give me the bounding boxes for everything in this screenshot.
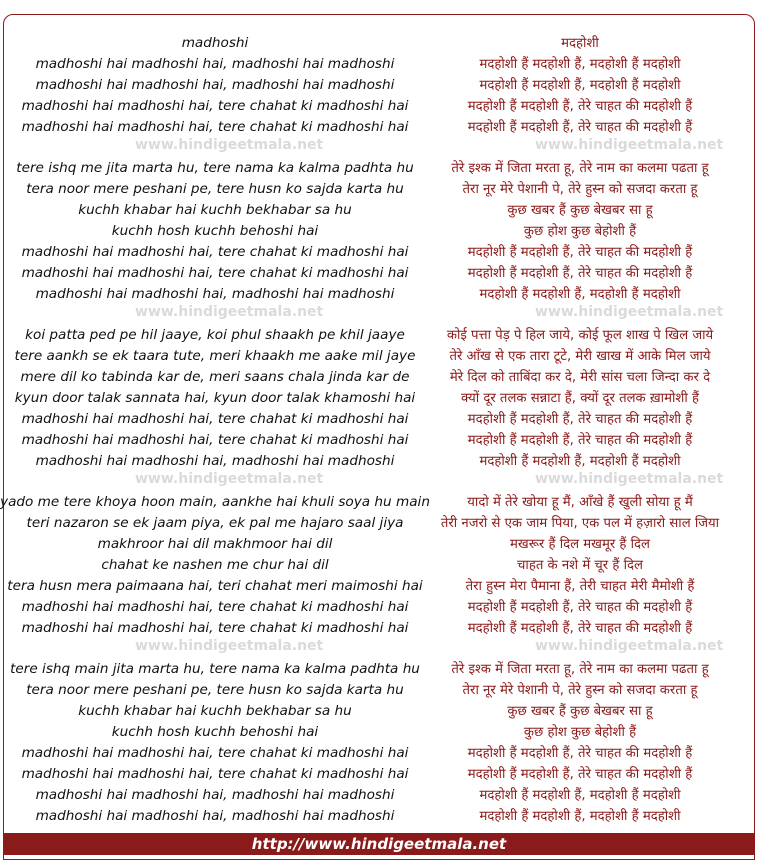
lyric-line-romanized: madhoshi hai madhoshi hai, tere chahat ki madhoshi hai	[21, 244, 409, 260]
stanza-gap	[0, 305, 430, 325]
lyric-line-romanized: tere aankh se ek taara tute, meri khaakh me aake mil jaye	[14, 348, 416, 364]
lyric-line-devanagari: मदहोशी हैं मदहोशी हैं, मदहोशी हैं मदहोशी	[479, 78, 681, 93]
stanza-gap	[400, 472, 760, 492]
lyric-line-romanized: madhoshi hai madhoshi hai, madhoshi hai madhoshi	[35, 808, 395, 824]
lyric-line-devanagari: मदहोशी हैं मदहोशी हैं, मदहोशी हैं मदहोशी	[479, 788, 681, 803]
lyric-line-romanized: madhoshi hai madhoshi hai, tere chahat ki madhoshi hai	[21, 119, 409, 135]
lyric-line-devanagari: मदहोशी हैं मदहोशी हैं, तेरे चाहत की मदहोशी हैं	[467, 412, 693, 427]
lyric-line-devanagari: मदहोशी हैं मदहोशी हैं, तेरे चाहत की मदहोशी हैं	[467, 99, 693, 114]
lyric-line-devanagari: मदहोशी हैं मदहोशी हैं, तेरे चाहत की मदहोशी हैं	[467, 245, 693, 260]
footer-site-link[interactable]: http://www.hindigeetmala.net	[251, 835, 507, 853]
lyric-line-romanized: kuchh khabar hai kuchh bekhabar sa hu	[78, 703, 352, 719]
lyric-line-romanized: tera noor mere peshani pe, tere husn ko sajda karta hu	[26, 682, 404, 698]
lyric-line-devanagari: मखरूर हैं दिल मखमूर हैं दिल	[510, 537, 650, 552]
lyric-line-romanized: teri nazaron se ek jaam piya, ek pal me hajaro saal jiya	[26, 515, 404, 531]
lyric-line-romanized: madhoshi hai madhoshi hai, madhoshi hai madhoshi	[35, 787, 395, 803]
watermark-text: www.hindigeetmala.net	[535, 137, 724, 153]
lyric-line-romanized: kuchh hosh kuchh behoshi hai	[111, 223, 319, 239]
watermark-text: www.hindigeetmala.net	[135, 471, 324, 487]
lyric-line-romanized: madhoshi hai madhoshi hai, madhoshi hai madhoshi	[35, 56, 395, 72]
lyric-line-romanized: tera noor mere peshani pe, tere husn ko sajda karta hu	[26, 181, 404, 197]
lyric-line-devanagari: तेरी नजरो से एक जाम पिया, एक पल में हज़ारो साल जिया	[440, 516, 720, 531]
footer-bar	[3, 833, 755, 855]
lyric-line-devanagari: मदहोशी हैं मदहोशी हैं, तेरे चाहत की मदहोशी हैं	[467, 746, 693, 761]
stanza-gap	[0, 472, 430, 492]
watermark-text: www.hindigeetmala.net	[135, 638, 324, 654]
lyric-line-devanagari: मदहोशी हैं मदहोशी हैं, तेरे चाहत की मदहोशी हैं	[467, 433, 693, 448]
lyric-line-devanagari: मदहोशी हैं मदहोशी हैं, तेरे चाहत की मदहोशी हैं	[467, 266, 693, 281]
watermark-text: www.hindigeetmala.net	[535, 304, 724, 320]
lyric-line-romanized: tere ishq main jita marta hu, tere nama ka kalma padhta hu	[10, 661, 420, 677]
devanagari-lyrics-column	[400, 33, 760, 827]
lyric-line-romanized: makhroor hai dil makhmoor hai dil	[97, 536, 333, 552]
stanza-gap	[400, 639, 760, 659]
lyric-line-devanagari: मदहोशी हैं मदहोशी हैं, मदहोशी हैं मदहोशी	[479, 287, 681, 302]
lyric-line-romanized: kuchh hosh kuchh behoshi hai	[111, 724, 319, 740]
lyric-line-devanagari: मदहोशी हैं मदहोशी हैं, मदहोशी हैं मदहोशी	[479, 454, 681, 469]
watermark-text: www.hindigeetmala.net	[135, 304, 324, 320]
lyric-line-devanagari: चाहत के नशे में चूर हैं दिल	[517, 558, 643, 573]
lyric-line-devanagari: मदहोशी हैं मदहोशी हैं, मदहोशी हैं मदहोशी	[479, 809, 681, 824]
watermark-text: www.hindigeetmala.net	[535, 471, 724, 487]
lyric-line-devanagari: क्यों दूर तलक सन्नाटा हैं, क्यों दूर तलक ख़ामोशी हैं	[461, 391, 699, 406]
lyric-line-romanized: mere dil ko tabinda kar de, meri saans chala jinda kar de	[20, 369, 410, 385]
lyric-line-devanagari: कुछ होश कुछ बेहोशी हैं	[523, 725, 637, 740]
lyric-line-devanagari: कुछ होश कुछ बेहोशी हैं	[523, 224, 637, 239]
stanza-gap	[400, 138, 760, 158]
lyric-line-romanized: madhoshi hai madhoshi hai, tere chahat ki madhoshi hai	[21, 411, 409, 427]
watermark-text: www.hindigeetmala.net	[135, 137, 324, 153]
lyric-line-devanagari: तेरे इश्क में जिता मरता हू, तेरे नाम का कलमा पढता हू	[451, 161, 709, 176]
lyrics-columns	[0, 33, 760, 833]
stanza-gap	[400, 305, 760, 325]
lyric-line-romanized: madhoshi hai madhoshi hai, madhoshi hai madhoshi	[35, 286, 395, 302]
lyric-line-devanagari: मदहोशी हैं मदहोशी हैं, तेरे चाहत की मदहोशी हैं	[467, 120, 693, 135]
lyric-line-romanized: madhoshi hai madhoshi hai, tere chahat ki madhoshi hai	[21, 620, 409, 636]
lyric-line-romanized: madhoshi hai madhoshi hai, tere chahat ki madhoshi hai	[21, 745, 409, 761]
lyric-line-romanized: madhoshi hai madhoshi hai, madhoshi hai madhoshi	[35, 77, 395, 93]
lyric-line-devanagari: मदहोशी हैं मदहोशी हैं, मदहोशी हैं मदहोशी	[479, 57, 681, 72]
lyric-line-devanagari: मदहोशी	[561, 36, 599, 51]
lyric-line-romanized: madhoshi hai madhoshi hai, tere chahat ki madhoshi hai	[21, 766, 409, 782]
lyric-line-romanized: madhoshi	[181, 35, 249, 51]
lyric-line-devanagari: कुछ खबर हैं कुछ बेखबर सा हू	[507, 704, 653, 719]
lyric-line-romanized: kuchh khabar hai kuchh bekhabar sa hu	[78, 202, 352, 218]
lyric-line-devanagari: तेरा नूर मेरे पेशानी पे, तेरे हुस्न को सजदा करता हू	[462, 182, 698, 197]
lyric-line-devanagari: तेरा नूर मेरे पेशानी पे, तेरे हुस्न को सजदा करता हू	[462, 683, 698, 698]
lyric-line-romanized: madhoshi hai madhoshi hai, madhoshi hai madhoshi	[35, 453, 395, 469]
lyric-line-romanized: yado me tere khoya hoon main, aankhe hai khuli soya hu main	[0, 494, 430, 510]
lyric-line-devanagari: तेरे आँख से एक तारा टूटे, मेरी खाख में आके मिल जाये	[449, 349, 711, 364]
lyric-line-romanized: chahat ke nashen me chur hai dil	[101, 557, 329, 573]
lyric-line-romanized: madhoshi hai madhoshi hai, tere chahat ki madhoshi hai	[21, 432, 409, 448]
lyric-line-romanized: madhoshi hai madhoshi hai, tere chahat ki madhoshi hai	[21, 599, 409, 615]
lyric-line-devanagari: मदहोशी हैं मदहोशी हैं, तेरे चाहत की मदहोशी हैं	[467, 621, 693, 636]
lyric-line-devanagari: कोई पत्ता पेड़ पे हिल जाये, कोई फूल शाख पे खिल जाये	[446, 328, 714, 343]
lyric-line-devanagari: मेरे दिल को ताबिंदा कर दे, मेरी सांस चला जिन्दा कर दे	[449, 370, 711, 385]
lyric-line-devanagari: कुछ खबर हैं कुछ बेखबर सा हू	[507, 203, 653, 218]
stanza-gap	[0, 639, 430, 659]
lyric-line-romanized: koi patta ped pe hil jaaye, koi phul shaakh pe khil jaaye	[25, 327, 405, 343]
lyric-line-devanagari: मदहोशी हैं मदहोशी हैं, तेरे चाहत की मदहोशी हैं	[467, 767, 693, 782]
lyric-line-romanized: kyun door talak sannata hai, kyun door talak khamoshi hai	[14, 390, 416, 406]
lyric-line-romanized: madhoshi hai madhoshi hai, tere chahat ki madhoshi hai	[21, 265, 409, 281]
lyric-line-romanized: madhoshi hai madhoshi hai, tere chahat ki madhoshi hai	[21, 98, 409, 114]
lyric-line-devanagari: यादो में तेरे खोया हू मैं, आँखे हैं खुली सोया हू मैं	[467, 495, 693, 510]
lyric-line-devanagari: तेरा हुस्न मेरा पैमाना हैं, तेरी चाहत मेरी मैमोशी हैं	[465, 579, 695, 594]
lyric-line-devanagari: मदहोशी हैं मदहोशी हैं, तेरे चाहत की मदहोशी हैं	[467, 600, 693, 615]
lyric-line-devanagari: तेरे इश्क में जिता मरता हू, तेरे नाम का कलमा पढता हू	[451, 662, 709, 677]
watermark-text: www.hindigeetmala.net	[535, 638, 724, 654]
romanized-lyrics-column	[0, 33, 430, 827]
lyric-line-romanized: tera husn mera paimaana hai, teri chahat meri maimoshi hai	[7, 578, 423, 594]
stanza-gap	[0, 138, 430, 158]
lyric-line-romanized: tere ishq me jita marta hu, tere nama ka kalma padhta hu	[16, 160, 414, 176]
